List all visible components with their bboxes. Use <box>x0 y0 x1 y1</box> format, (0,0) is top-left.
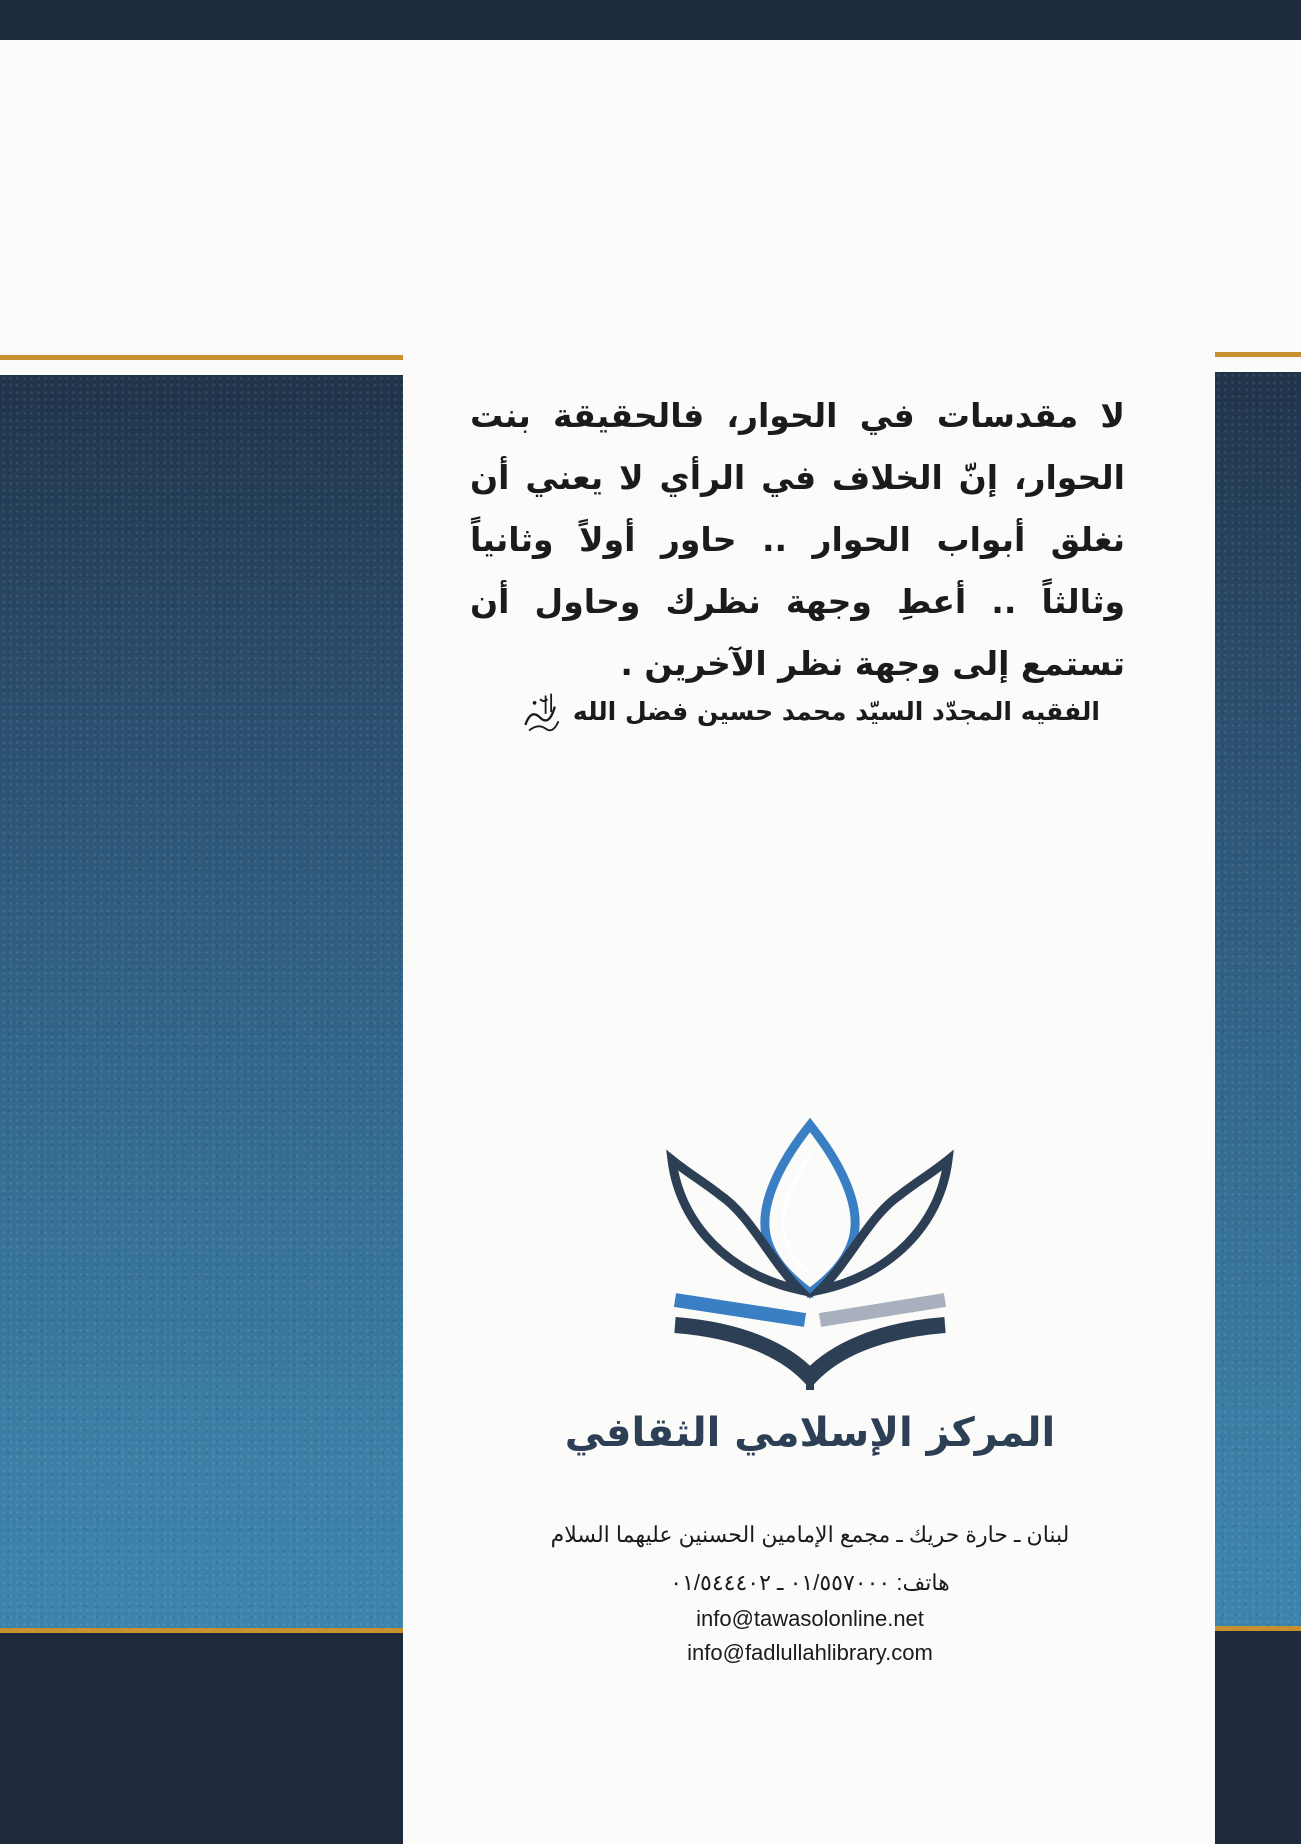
blue-band-left <box>0 375 403 1628</box>
publisher-name: المركز الإسلامي الثقافي <box>564 1410 1056 1456</box>
phone-text: هاتف: ٠١/٥٥٧٠٠٠ ـ ٠١/٥٤٤٤٠٢ <box>670 1570 950 1595</box>
gold-line-top-right <box>1215 352 1301 357</box>
quote-text: لا مقدسات في الحوار، فالحقيقة بنت الحوار، إنّ الخلاف في الرأي لا يعني أن نغلق أبواب الحوار .. حاور أولاً وثانياً وثالثاً .. أعطِ وجهة نظرك وحاول أن تستمع إلى وجهة نظر الآخرين . <box>470 396 1125 683</box>
top-dark-bar <box>0 0 1301 40</box>
address-text: لبنان ـ حارة حريك ـ مجمع الإمامين الحسنين عليهما السلام <box>550 1522 1070 1547</box>
author-name: الفقيه المجدّد السيّد محمد حسين فضل الله <box>572 697 1100 726</box>
email-link-1[interactable]: info@tawasolonline.net <box>696 1606 924 1631</box>
email-link-2[interactable]: info@fadlullahlibrary.com <box>687 1640 933 1665</box>
author-line <box>470 690 1100 736</box>
blue-band-right <box>1215 372 1301 1626</box>
calligraphy-seal-icon <box>518 690 564 736</box>
lotus-book-logo-icon <box>660 1115 960 1405</box>
dark-band-right <box>1215 1631 1301 1844</box>
gold-line-top-left <box>0 355 403 360</box>
dark-band-left <box>0 1633 403 1844</box>
